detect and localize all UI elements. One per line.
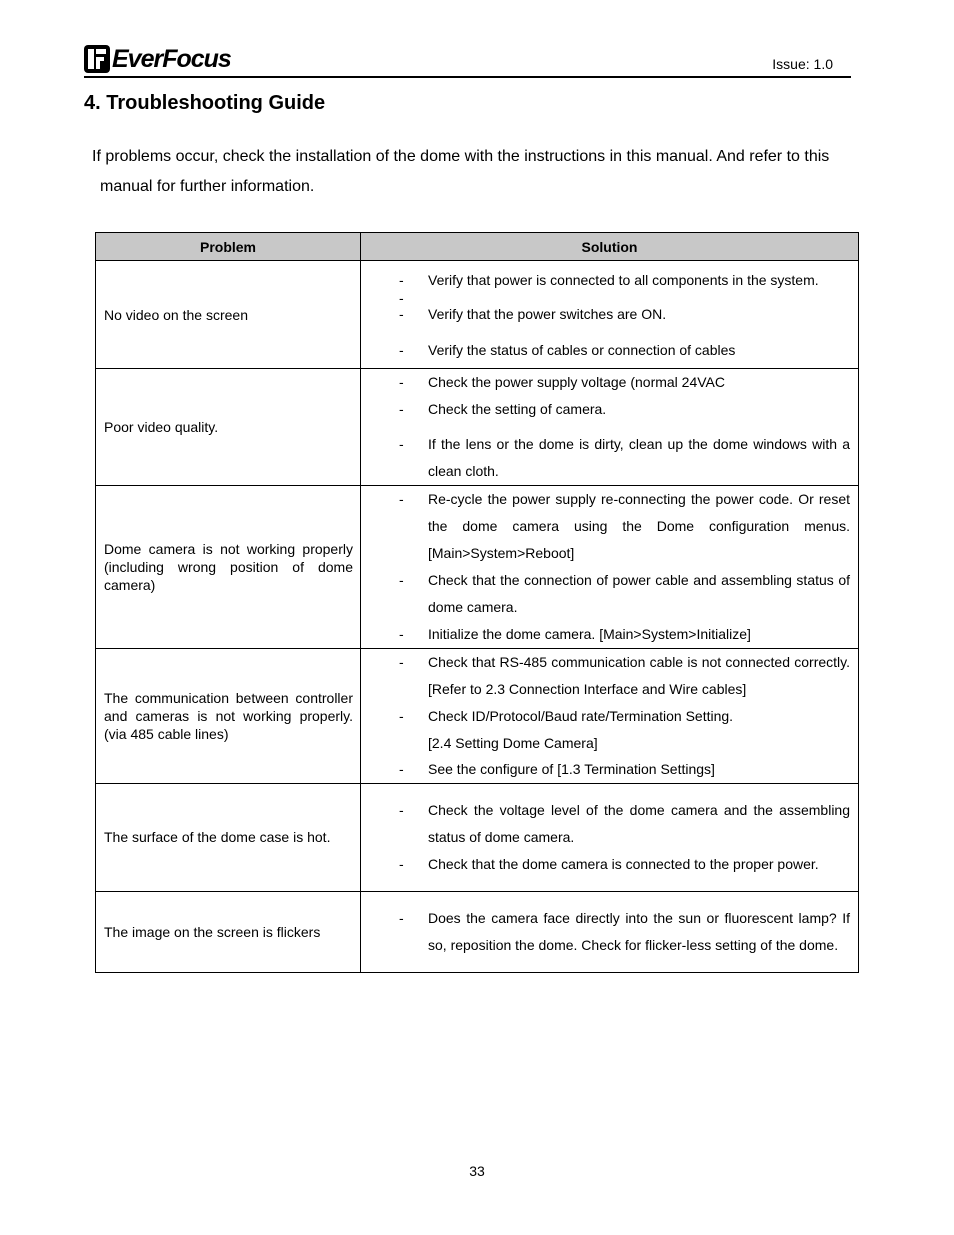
page-header bbox=[84, 42, 851, 78]
solution-cell bbox=[361, 369, 859, 486]
table-row bbox=[96, 784, 859, 892]
table-header-row bbox=[96, 233, 859, 261]
solution-item: - Check that the dome camera is connected to the proper power. bbox=[399, 856, 819, 872]
everfocus-logo bbox=[84, 44, 231, 74]
solution-item: - Verify the status of cables or connection of cables bbox=[399, 341, 736, 358]
solution-item: - Verify that power is connected to all components in the system. bbox=[399, 271, 819, 288]
intro-paragraph bbox=[92, 142, 904, 202]
problem-cell: The surface of the dome case is hot. bbox=[96, 784, 361, 892]
solution-list bbox=[361, 797, 850, 878]
table-row bbox=[96, 486, 859, 649]
solution-item: - Does the camera face directly into the sun or fluorescent lamp? If so, reposition the dome. Check for flicker-less setting of the dome. bbox=[399, 910, 850, 953]
intro-line-2: manual for further information. bbox=[100, 178, 315, 195]
header-solution: Solution bbox=[361, 233, 859, 261]
solution-list bbox=[361, 369, 850, 485]
solution-item: - Check ID/Protocol/Baud rate/Termination Setting. bbox=[399, 708, 734, 724]
problem-cell: Dome camera is not working properly (including wrong position of dome camera) bbox=[96, 486, 361, 649]
table-row bbox=[96, 369, 859, 486]
problem-cell: Poor video quality. bbox=[96, 369, 361, 486]
solution-cell bbox=[361, 486, 859, 649]
problem-cell: No video on the screen bbox=[96, 261, 361, 369]
table-row bbox=[96, 261, 859, 369]
troubleshooting-table bbox=[95, 232, 859, 973]
solution-item: - Check the voltage level of the dome camera and the assembling status of dome camera. bbox=[399, 802, 850, 845]
solution-list bbox=[361, 905, 850, 959]
solution-item: - See the configure of [1.3 Termination Settings] bbox=[399, 761, 715, 777]
problem-cell: The image on the screen is flickers bbox=[96, 892, 361, 973]
solution-cell bbox=[361, 649, 859, 784]
table-row bbox=[96, 649, 859, 784]
solution-item: - Check the setting of camera. bbox=[399, 401, 607, 417]
solution-item: - Check the power supply voltage (normal 24VAC bbox=[399, 374, 726, 390]
section-title: 4. Troubleshooting Guide bbox=[84, 92, 326, 114]
header-problem: Problem bbox=[96, 233, 361, 261]
issue-label: Issue: 1.0 bbox=[772, 56, 833, 72]
solution-item: - Verify that the power switches are ON. bbox=[399, 305, 667, 322]
solution-list bbox=[361, 271, 850, 359]
solution-item: - Check that the connection of power cable and assembling status of dome camera. bbox=[399, 572, 850, 615]
solution-list bbox=[361, 649, 850, 783]
solution-item: - Check that RS-485 communication cable is not connected correctly. [Refer to 2.3 Connection Interface and Wire cables] bbox=[399, 654, 850, 697]
solution-item: [2.4 Setting Dome Camera] bbox=[428, 735, 598, 751]
solution-cell bbox=[361, 261, 859, 369]
problem-cell: The communication between controller and cameras is not working properly. (via 485 cable lines) bbox=[96, 649, 361, 784]
solution-item: - bbox=[399, 289, 404, 306]
solution-item: - Re-cycle the power supply re-connecting the power code. Or reset the dome camera using the Dome configuration menus. [Main>System>Reboot] bbox=[399, 491, 850, 561]
solution-cell bbox=[361, 892, 859, 973]
solution-list bbox=[361, 486, 850, 648]
page-number: 33 bbox=[469, 1163, 485, 1179]
solution-item: - If the lens or the dome is dirty, clean up the dome windows with a clean cloth. bbox=[399, 436, 850, 479]
solution-item: - Initialize the dome camera. [Main>System>Initialize] bbox=[399, 626, 751, 642]
brand-name: EverFocus bbox=[112, 45, 231, 73]
solution-cell bbox=[361, 784, 859, 892]
table-row bbox=[96, 892, 859, 973]
intro-line-1: If problems occur, check the installation of the dome with the instructions in this manual. And refer to this bbox=[92, 148, 830, 165]
everfocus-logo-icon bbox=[84, 45, 110, 73]
